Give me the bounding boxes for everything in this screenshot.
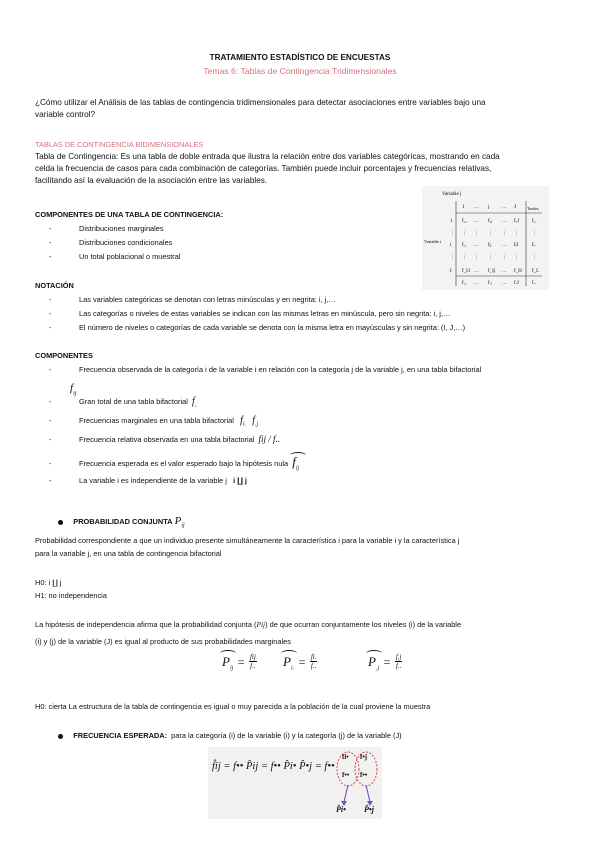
table-cell: f_I. (532, 269, 540, 274)
label-p-i: P̂i• (336, 805, 346, 814)
table-cell: fᵢⱼ (488, 243, 492, 248)
bidim-paragraph-line2: celda la frecuencia de casos para cada combinación de categorías. También puede incluir porcentajes y frecuencias relativas, (35, 164, 492, 173)
table-col-header: 1 (462, 205, 465, 210)
column-variable-label: Variable j (442, 192, 462, 197)
list-item: - Gran total de una tabla bifactorial $f_{..}$ (49, 396, 198, 409)
table-cell: fᵢ. (532, 243, 536, 248)
table-cell: ⋮ (474, 255, 479, 260)
probability-paragraph-line1: Probabilidad correspondiente a que un individuo presente simultáneamente la característica i para la variable i y la característica j (35, 536, 460, 545)
document-title: TRATAMIENTO ESTADÍSTICO DE ENCUESTAS (209, 53, 391, 62)
table-cell: f₁₁ (462, 219, 468, 224)
table-cell: ⋮ (488, 255, 493, 260)
circle-bottom-left: f•• (342, 771, 350, 779)
contingency-table-figure (422, 186, 549, 290)
document-subtitle: Temas 6: Tablas de Contingencia Tridimensionales (203, 66, 397, 76)
table-total-cell: f.. (532, 281, 537, 286)
list-item: - Las variables categóricas se denotan con letras minúsculas y en negrita: i, j,… (49, 295, 336, 304)
table-total-cell: … (502, 281, 507, 286)
table-cell: fᵢ₁ (462, 243, 467, 248)
section-heading-notation: NOTACIÓN (35, 281, 74, 290)
table-cell: … (502, 243, 507, 248)
bidim-paragraph-line3: facilitando así la evaluación de la asociación entre las variables. (35, 176, 268, 185)
expected-frequency-formula: f̂ij = f•• P̂ij = f•• P̂i• P̂•j = f•• (212, 761, 335, 772)
circle-top-right: f•j (360, 753, 368, 761)
expected-frequency-heading: FRECUENCIA ESPERADA: para la categoría (i) de la variable (i) y la categoría (j) de la variable (J) (58, 730, 402, 741)
section-heading-components: COMPONENTES (35, 351, 93, 360)
table-total-cell: f.J (514, 281, 519, 286)
list-item: - Las categorías o niveles de estas variables se indican con las mismas letras en minúscula, pero sin negrita: i, j,… (49, 309, 451, 318)
table-cell: f_IJ (514, 269, 522, 274)
list-item: - Frecuencias marginales en una tabla bifactorial $f_{i.}$ $f_{.j}$ (49, 415, 259, 428)
table-cell: … (474, 219, 479, 224)
bidim-paragraph-line1: Tabla de Contingencia: Es una tabla de doble entrada que ilustra la relación entre dos variables categóricas, mostrando en cada (35, 152, 500, 161)
table-cell: … (474, 243, 479, 248)
list-item: - Frecuencia esperada es el valor esperado bajo la hipótesis nula $f_{ij}$ (49, 456, 299, 475)
table-col-header: j (488, 205, 490, 210)
list-item: - Frecuencia observada de la categoría i de la variable i en relación con la categoría j de la variable j, en una tabla bifactorial (49, 365, 482, 374)
hypothesis-h1: H1: no independencia (35, 591, 107, 600)
list-item: - Frecuencia relativa observada en una tabla bifactorial fij / f.. (49, 434, 281, 444)
table-cell: … (502, 219, 507, 224)
table-cell: ⋮ (488, 231, 493, 236)
list-item: - Distribuciones condicionales (49, 238, 173, 247)
table-col-header: J (514, 205, 516, 210)
circle-bottom-right: f•• (360, 771, 368, 779)
table-cell: ⋮ (514, 255, 519, 260)
table-row-header: I (450, 269, 452, 274)
table-cell: ⋮ (474, 231, 479, 236)
list-item: - Un total poblacional o muestral (49, 252, 181, 261)
formula-pi: $P_{i.}$ = $\frac{fi.}{f..}$ (283, 653, 317, 672)
list-item: - La variable i es independiente de la variable j i ∐ j (49, 476, 247, 485)
independence-paragraph-line1: La hipótesis de independencia afirma que la probabilidad conjunta (Pij) de que ocurran conjuntamente los niveles (i) de la variable (35, 620, 462, 629)
totals-label: Totales (527, 206, 539, 211)
hypothesis-h0: H0: i ∐ j (35, 578, 62, 587)
intro-question-line2: variable control? (35, 110, 96, 119)
probability-paragraph-line2: para la variable j, en una tabla de contingencia bifactorial (35, 549, 222, 558)
independence-paragraph-line2: (i) y (j) de la variable (J) es igual al producto de sus probabilidades marginales (35, 637, 291, 646)
table-cell: ⋮ (462, 255, 467, 260)
table-cell: … (474, 269, 479, 274)
table-row-header: ⋮ (450, 231, 455, 236)
table-total-cell: f.ⱼ (488, 281, 492, 286)
table-cell: ⋮ (532, 231, 537, 236)
section-heading-table-components: COMPONENTES DE UNA TABLA DE CONTINGENCIA: (35, 210, 224, 219)
table-row-header: ⋮ (450, 255, 455, 260)
table-cell: fᵢJ (514, 243, 519, 248)
row-variable-label: Variable i (424, 239, 442, 244)
circle-top-left: fi• (342, 753, 349, 761)
bullet-icon (58, 734, 63, 739)
table-cell: f₁. (532, 219, 537, 224)
table-cell: f_Ij (488, 269, 496, 274)
intro-question-line1: ¿Cómo utilizar el Análisis de las tablas de contingencia tridimensionales para detectar asociaciones entre variables bajo una (35, 98, 486, 107)
table-cell: ⋮ (532, 255, 537, 260)
table-cell: … (502, 269, 507, 274)
table-col-header: … (474, 205, 479, 210)
table-cell: ⋮ (502, 255, 507, 260)
symbol-fij: $f_{ij}$ (70, 382, 77, 398)
table-col-header: … (502, 205, 507, 210)
table-total-cell: … (474, 281, 479, 286)
table-cell: ⋮ (462, 231, 467, 236)
expected-frequency-figure (208, 747, 382, 819)
formula-pj: $P_{.j}$ = $\frac{f.j}{f..}$ (368, 653, 402, 672)
section-heading-bidimensional: TABLAS DE CONTINGENCIA BIDIMENSIONALES (35, 140, 204, 149)
table-cell: ⋮ (514, 231, 519, 236)
table-cell: f_I1 (462, 269, 471, 274)
table-cell: ⋮ (502, 231, 507, 236)
probability-heading: PROBABILIDAD CONJUNTA $P_{ij}$ (58, 516, 185, 531)
list-item: - Distribuciones marginales (49, 224, 164, 233)
formula-pij: $P_{ij}$ = $\frac{\text{fij}}{f..}$ (222, 653, 257, 672)
label-p-j: P̂•j (364, 805, 374, 814)
bullet-icon (58, 520, 63, 525)
table-cell: f₁J (514, 219, 520, 224)
table-row-header: 1 (450, 219, 453, 224)
list-item: - El número de niveles o categorías de cada variable se denota con la misma letra en mayúsculas y sin negrita: (I, J,…) (49, 323, 466, 332)
h0-true-statement: H0: cierta La estructura de la tabla de contingencia es igual o muy parecida a la población de la cual proviene la muestra (35, 702, 431, 711)
table-row-header: i (450, 243, 452, 248)
table-cell: f₁ⱼ (488, 219, 493, 224)
table-total-cell: f.₁ (462, 281, 467, 286)
